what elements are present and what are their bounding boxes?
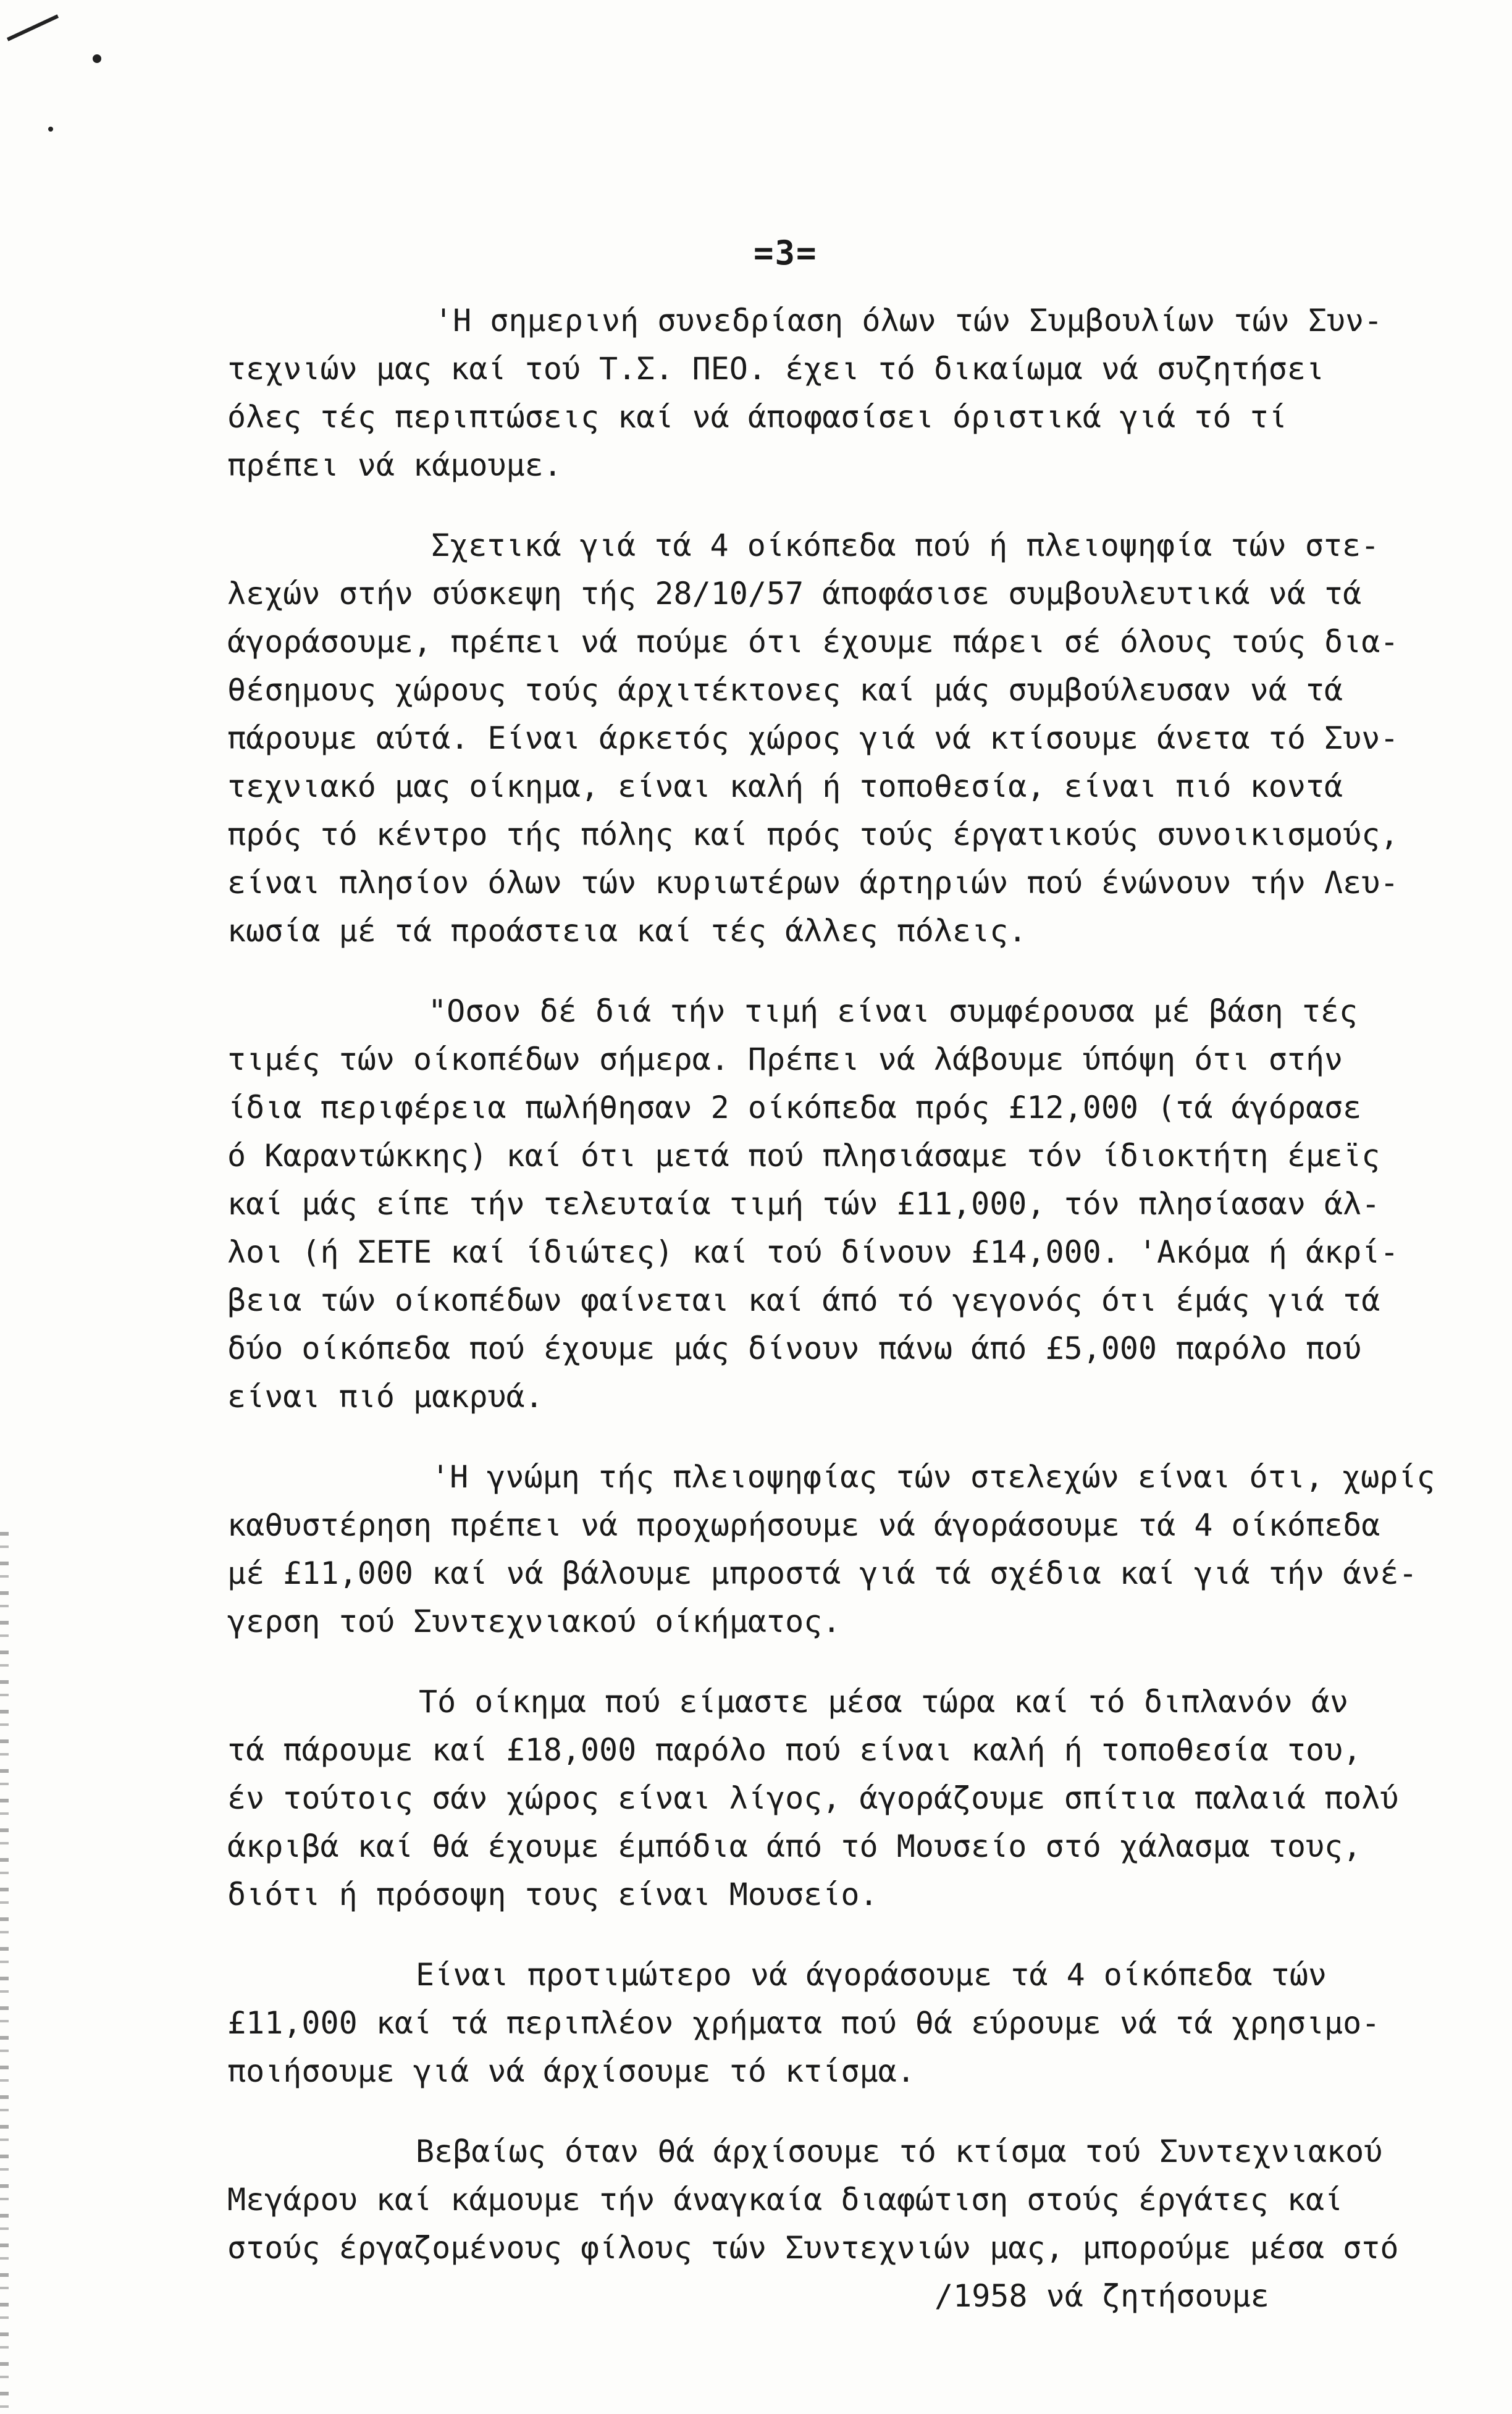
page-number: =3=: [754, 233, 818, 272]
paragraph-6: [227, 1951, 1481, 2095]
text-line: ποιήσουμε γιά νά άρχίσουμε τό κτίσμα.: [227, 2053, 915, 2089]
text-line: έν τούτοις σάν χώρος είναι λίγος, άγοράζουμε σπίτια παλαιά πολύ: [227, 1780, 1399, 1816]
text-line: Σχετικά γιά τά 4 οίκόπεδα πού ή πλειοψηφία τών στε-: [431, 528, 1380, 563]
text-line: βεια τών οίκοπέδων φαίνεται καί άπό τό γεγονός ότι έμάς γιά τά: [227, 1282, 1380, 1318]
text-line: 'Η σημερινή συνεδρίαση όλων τών Συμβουλίων τών Συν-: [434, 303, 1383, 339]
text-line: κωσία μέ τά προάστεια καί τές άλλες πόλεις.: [227, 913, 1027, 949]
paragraph-4: [227, 1453, 1481, 1646]
paragraph-1: [227, 296, 1481, 489]
scan-artifact-stroke: [7, 14, 59, 41]
text-line: δύο οίκόπεδα πού έχουμε μάς δίνουν πάνω άπό £5,000 παρόλο πού: [227, 1331, 1362, 1366]
scan-artifact-dot: [93, 54, 101, 63]
text-line: άγοράσουμε, πρέπει νά πούμε ότι έχουμε πάρει σέ όλους τούς δια-: [227, 624, 1399, 660]
scan-artifact-dot-small: [48, 127, 53, 132]
text-line: θέσημους χώρους τούς άρχιτέκτονες καί μάς συμβούλευσαν νά τά: [227, 672, 1343, 708]
text-line: άκριβά καί θά έχουμε έμπόδια άπό τό Μουσείο στό χάλασμα τους,: [227, 1828, 1362, 1864]
text-line: ό Καραντώκκης) καί ότι μετά πού πλησιάσαμε τόν ίδιοκτήτη έμεϊς: [227, 1138, 1380, 1174]
paragraph-7: [227, 2127, 1481, 2320]
text-line: γερση τού Συντεχνιακού οίκήματος.: [227, 1604, 841, 1639]
text-line: τιμές τών οίκοπέδων σήμερα. Πρέπει νά λάβουμε ύπόψη ότι στήν: [227, 1041, 1343, 1077]
paragraph-3: [227, 987, 1481, 1421]
text-line: πρέπει νά κάμουμε.: [227, 447, 562, 483]
paragraph-2: [227, 521, 1481, 955]
text-line: στούς έργαζομένους φίλους τών Συντεχνιών μας, μπορούμε μέσα στό: [227, 2230, 1399, 2266]
text-line: Μεγάρου καί κάμουμε τήν άναγκαία διαφώτιση στούς έργάτες καί: [227, 2182, 1343, 2218]
text-line: λοι (ή ΣΕΤΕ καί ίδιώτες) καί τού δίνουν £14,000. 'Ακόμα ή άκρί-: [227, 1234, 1399, 1270]
paragraph-5: [227, 1678, 1481, 1919]
scan-edge-artifact: [0, 1532, 9, 2409]
closing-line: /1958 νά ζητήσουμε: [934, 2278, 1269, 2314]
text-line: Τό οίκημα πού είμαστε μέσα τώρα καί τό διπλανόν άν: [419, 1684, 1349, 1720]
text-line: διότι ή πρόσοψη τους είναι Μουσείο.: [227, 1877, 878, 1912]
text-line: ίδια περιφέρεια πωλήθησαν 2 οίκόπεδα πρός £12,000 (τά άγόρασε: [227, 1090, 1362, 1125]
text-line: "Οσον δέ διά τήν τιμή είναι συμφέρουσα μέ βάση τές: [428, 993, 1358, 1029]
text-line: Είναι προτιμώτερο νά άγοράσουμε τά 4 οίκόπεδα τών: [416, 1957, 1327, 1993]
text-line: είναι πιό μακρυά.: [227, 1379, 544, 1415]
text-line: πάρουμε αύτά. Είναι άρκετός χώρος γιά νά κτίσουμε άνετα τό Συν-: [227, 720, 1399, 756]
text-line: Βεβαίως όταν θά άρχίσουμε τό κτίσμα τού Συντεχνιακού: [416, 2134, 1383, 2169]
text-line: τεχνιακό μας οίκημα, είναι καλή ή τοποθεσία, είναι πιό κοντά: [227, 768, 1343, 804]
text-line: πρός τό κέντρο τής πόλης καί πρός τούς έργατικούς συνοικισμούς,: [227, 817, 1399, 852]
text-line: 'Η γνώμη τής πλειοψηφίας τών στελεχών είναι ότι, χωρίς: [431, 1459, 1435, 1495]
text-line: £11,000 καί τά περιπλέον χρήματα πού θά εύρουμε νά τά χρησιμο-: [227, 2005, 1380, 2041]
text-line: καθυστέρηση πρέπει νά προχωρήσουμε νά άγοράσουμε τά 4 οίκόπεδα: [227, 1507, 1380, 1543]
text-line: καί μάς είπε τήν τελευταία τιμή τών £11,000, τόν πλησίασαν άλ-: [227, 1186, 1380, 1222]
document-body: [227, 296, 1481, 2352]
text-line: είναι πλησίον όλων τών κυριωτέρων άρτηριών πού ένώνουν τήν Λευ-: [227, 865, 1399, 901]
text-line: λεχών στήν σύσκεψη τής 28/10/57 άποφάσισε συμβουλευτικά νά τά: [227, 576, 1362, 612]
text-line: όλες τές περιπτώσεις καί νά άποφασίσει όριστικά γιά τό τί: [227, 399, 1287, 435]
text-line: μέ £11,000 καί νά βάλουμε μπροστά γιά τά σχέδια καί γιά τήν άνέ-: [227, 1555, 1418, 1591]
text-line: τά πάρουμε καί £18,000 παρόλο πού είναι καλή ή τοποθεσία του,: [227, 1732, 1362, 1768]
text-line: τεχνιών μας καί τού Τ.Σ. ΠΕΟ. έχει τό δικαίωμα νά συζητήσει: [227, 351, 1325, 387]
